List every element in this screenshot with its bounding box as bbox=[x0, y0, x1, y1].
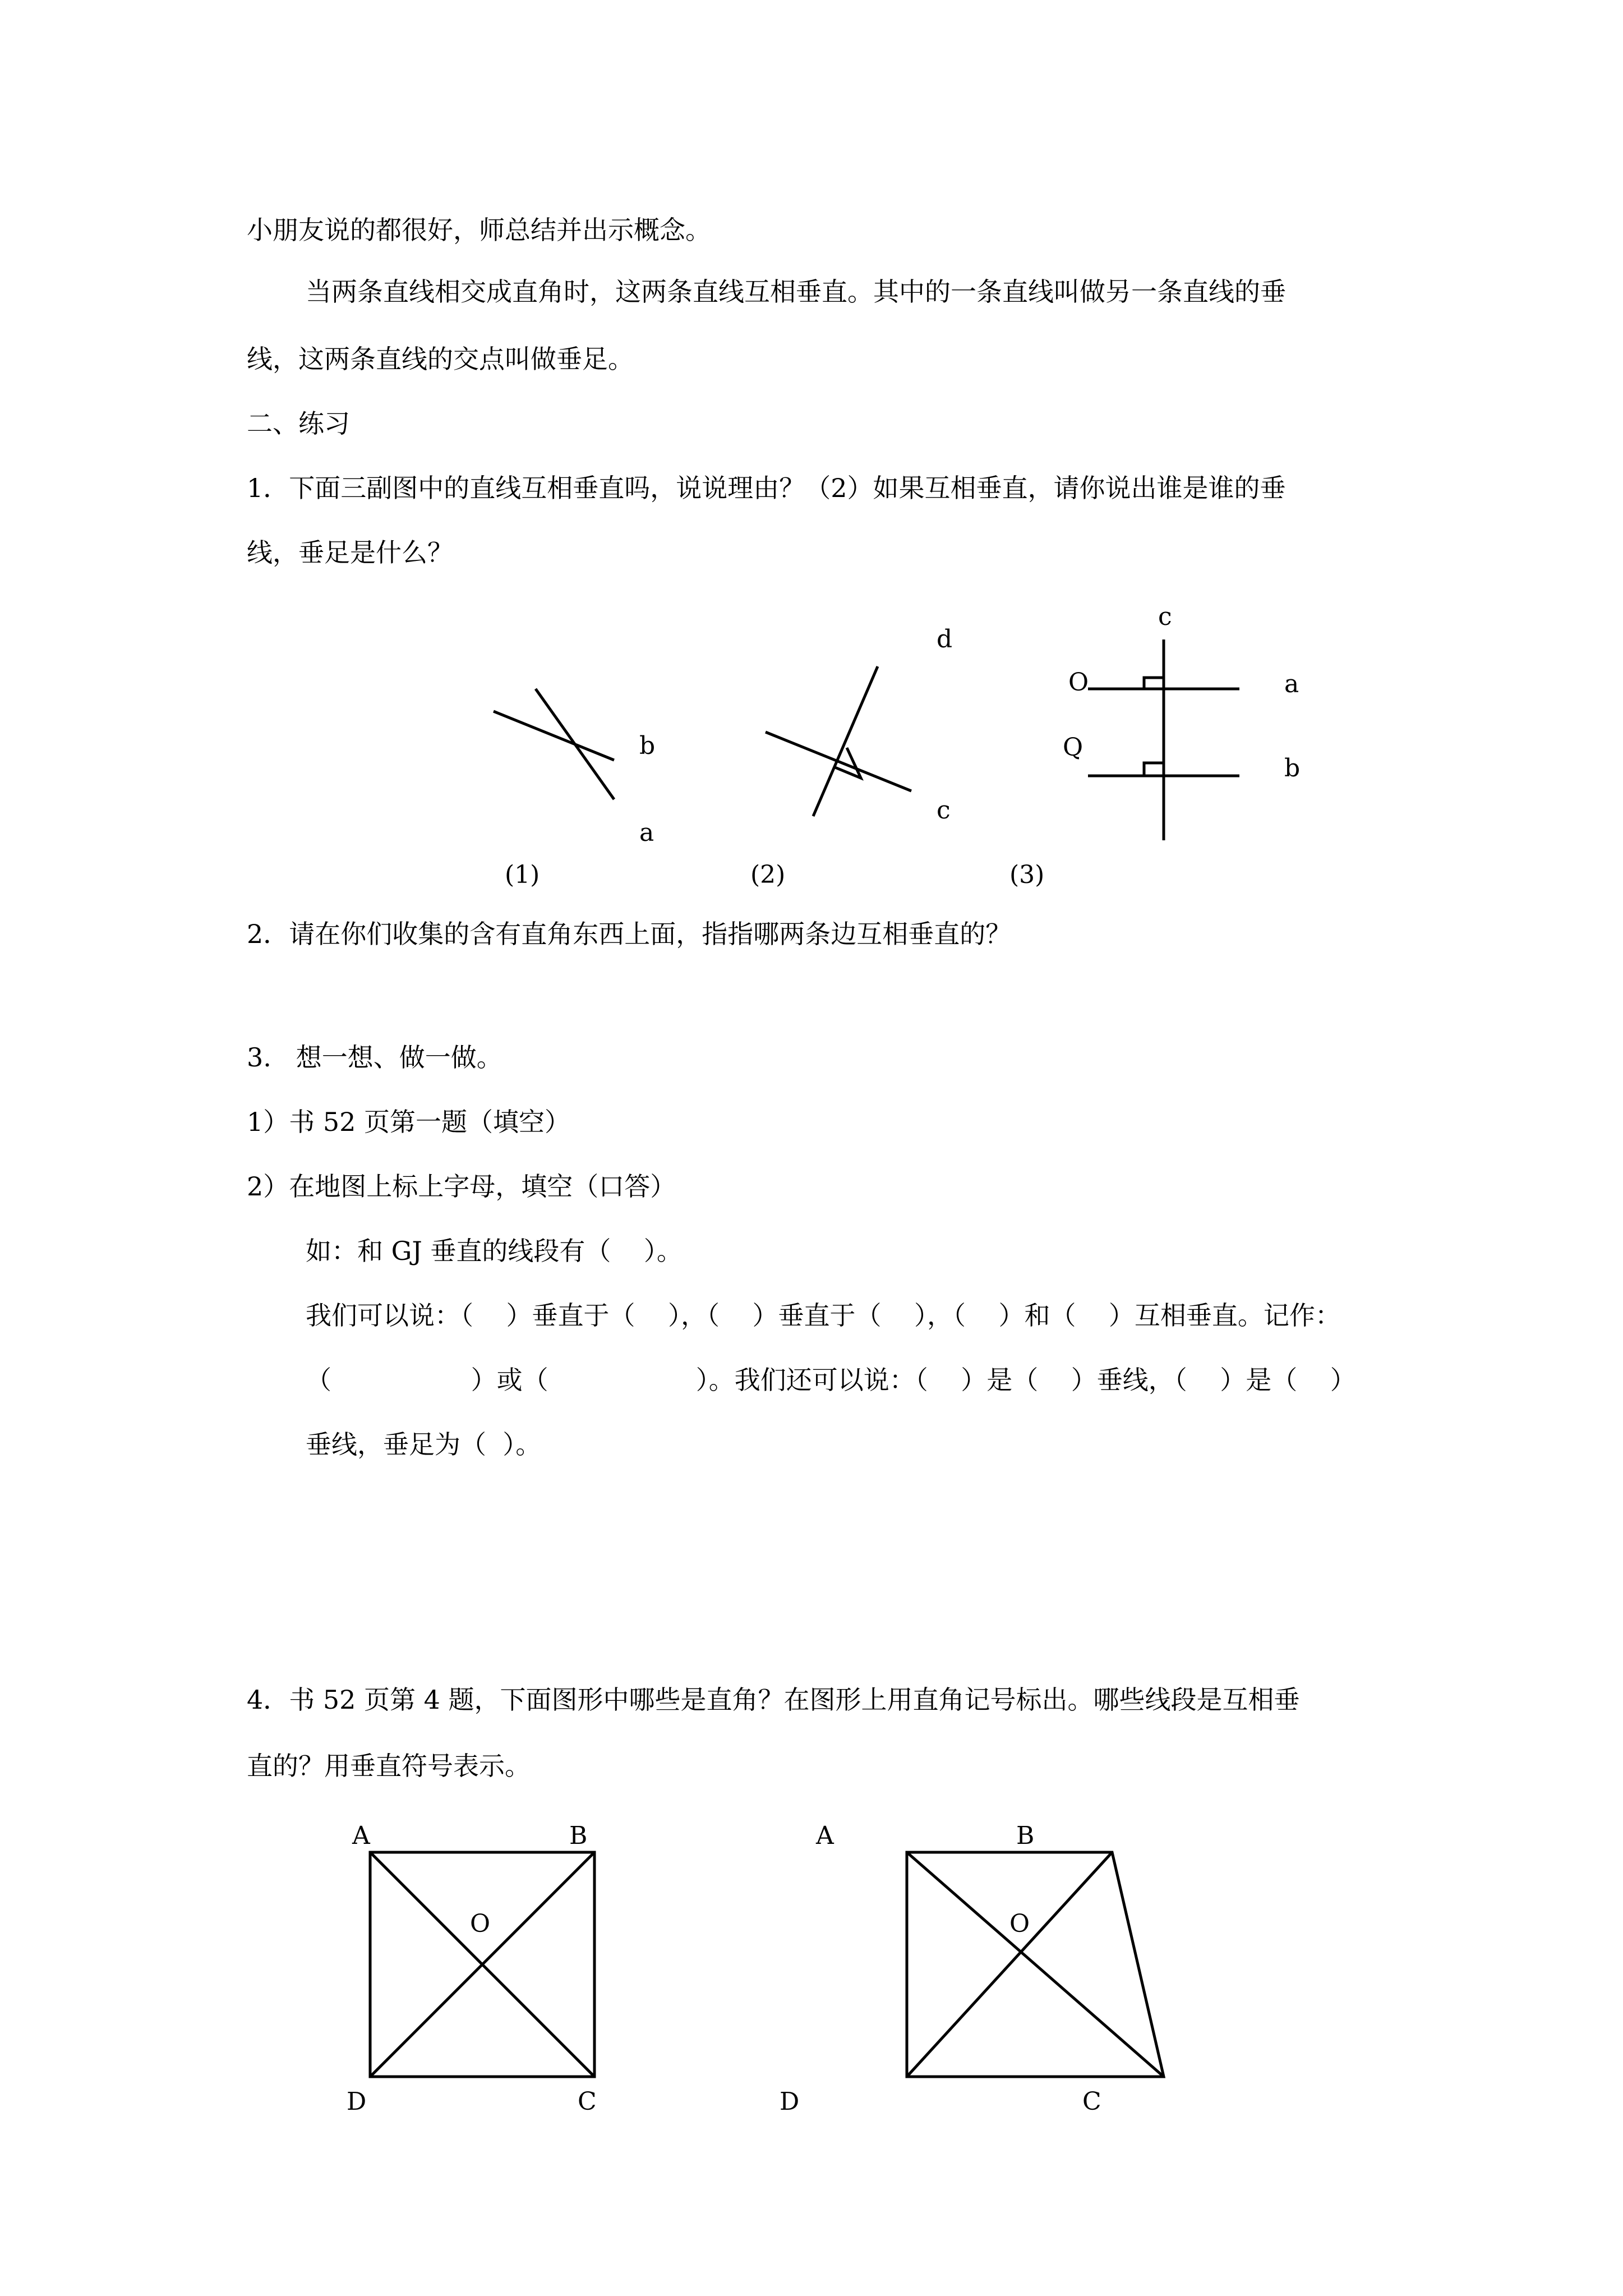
question-3-example: 如：和 GJ 垂直的线段有（ ）。 bbox=[306, 1236, 683, 1266]
square-label-C: C bbox=[578, 2087, 597, 2116]
trapezoid-diagonal-2 bbox=[907, 1852, 1112, 2077]
section-heading-practice: 二、练习 bbox=[247, 408, 350, 439]
question-3-item2: 2）在地图上标上字母，填空（口答） bbox=[247, 1171, 676, 1202]
square-label-B: B bbox=[569, 1821, 588, 1850]
fig2-label-d: d bbox=[937, 625, 953, 654]
question-3-heading: 3. 想一想、做一做。 bbox=[247, 1042, 502, 1073]
fig2-label-c: c bbox=[937, 796, 951, 825]
fig3-label-Q: Q bbox=[1063, 733, 1083, 762]
square-label-A: A bbox=[352, 1821, 370, 1850]
fig1-caption-2: (2) bbox=[750, 861, 786, 889]
fig3-label-c: c bbox=[1158, 602, 1172, 631]
fig1-caption-1: (1) bbox=[505, 861, 540, 889]
paragraph-definition-line2: 线，这两条直线的交点叫做垂足。 bbox=[247, 344, 634, 374]
question-3-fill-line2: （ ）或（ ）。我们还可以说：（ ）是（ ）垂线，（ ）是（ ） bbox=[306, 1365, 1356, 1395]
trapezoid-label-B: B bbox=[1016, 1821, 1035, 1850]
trapezoid-label-O: O bbox=[1009, 1910, 1030, 1938]
question-3-fill-line1: 我们可以说：（ ）垂直于（ ），（ ）垂直于（ ），（ ）和（ ）互相垂直。记作： bbox=[306, 1300, 1341, 1331]
fig1-label-a: a bbox=[639, 818, 654, 847]
trapezoid-diagonal-1 bbox=[907, 1852, 1164, 2077]
question-4-line2: 直的？用垂直符号表示。 bbox=[247, 1751, 531, 1781]
question-1-line2: 线，垂足是什么？ bbox=[247, 537, 453, 568]
paragraph-summary: 小朋友说的都很好，师总结并出示概念。 bbox=[247, 215, 711, 245]
square-label-O: O bbox=[470, 1910, 491, 1938]
fig3-label-a: a bbox=[1284, 670, 1299, 698]
question-4-line1: 4．书 52 页第 4 题，下面图形中哪些是直角？在图形上用直角记号标出。哪些线段是互相垂 bbox=[247, 1685, 1300, 1715]
square-label-D: D bbox=[347, 2087, 367, 2116]
trapezoid-label-A: A bbox=[816, 1821, 834, 1850]
fig3-label-O: O bbox=[1068, 668, 1089, 697]
question-3-item1: 1）书 52 页第一题（填空） bbox=[247, 1107, 571, 1137]
question-2: 2．请在你们收集的含有直角东西上面，指指哪两条边互相垂直的？ bbox=[247, 919, 1012, 949]
paragraph-definition-line1: 当两条直线相交成直角时，这两条直线互相垂直。其中的一条直线叫做另一条直线的垂 bbox=[306, 277, 1286, 307]
question-1-line1: 1．下面三副图中的直线互相垂直吗，说说理由？（2）如果互相垂直，请你说出谁是谁的垂 bbox=[247, 473, 1286, 503]
trapezoid-label-D: D bbox=[780, 2087, 800, 2116]
fig1-caption-3: (3) bbox=[1009, 861, 1045, 889]
trapezoid-label-C: C bbox=[1082, 2087, 1101, 2116]
fig1-label-b: b bbox=[639, 731, 656, 760]
question-3-fill-line3: 垂线，垂足为（ ）。 bbox=[306, 1429, 542, 1460]
fig3-label-b: b bbox=[1284, 754, 1301, 783]
